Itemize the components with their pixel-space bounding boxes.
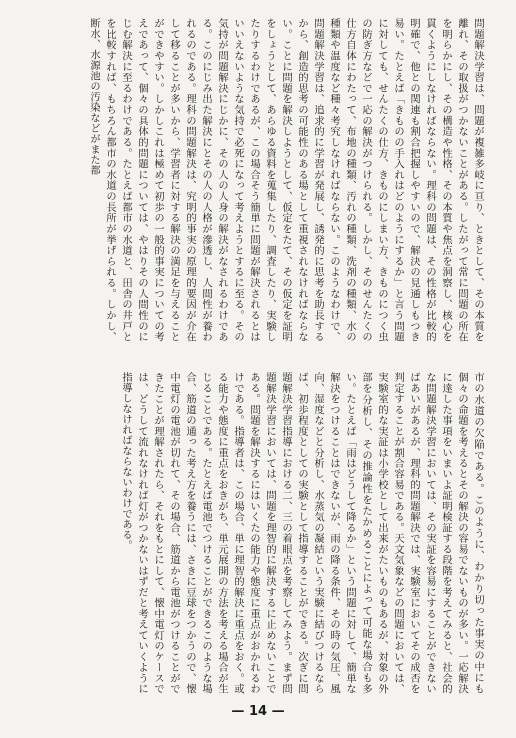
page-number: — 14 — (231, 704, 285, 719)
upper-text-block: 問題解決学習は、問題が複雑多岐に亘り、ときとして、その本質を離れ、その取扱がつかないことがある。したがって常に問題の所在を明らかにし、その構造や性格、その本質や焦点を洞察し、核心を貫くようにしなければならない。理科の問題は、その性格が比較的明確で、他との関連も割合把握しやすいので、解決の見通しもつき易い。たとえば「きものの手入れはどのようにするか」と言う問題に対しても、せんたくの仕方、きものにしまい方、きものにつく虫の防ぎ方などで一応の解決がつけられる。しかし、そのせんたくの仕方自体にわたって、布地の種類、汚れの種類、洗剤の種類、水の種類や温度など種々考究しなければならない。このようなわけで、問題解決学習は、追求的に学習が発展し、誘発的に思考を助長するから、創造的思考の可能性のある場として重視されなければならない。ことに問題を解決しようとして、仮定をたて、その仮定を証明をしょうとして、あらゆる資料を蒐集したり、調査したり、実験したりするわけであるが、この場合そう簡単に問題が解決されるとはいいえないような気持で必死になって考えようとするに至る。その気持が問題解決にじかに、その人の人身の解決がなされるわけである。このにじみ出た解決にとその人の人格が滲透し、人間性が養われるのである。理科の問題解決は、究明的事実の原理的要因が介在して移ることが多いから、学習者に対する解決の満足を与えることができやすい。しかしこれは極めて初歩の一般的事実についての考えであって、個々の具体的問題については、やはりその人間性のにじむ解決に至るわけである。たとえば都市の水道と、田舎の井戸とを比較すれば、もちろん都市の水道の長所が挙げられる。しかし、断水、水源池の汚染などがまた都 (88, 18, 484, 342)
lower-text-block: 市の水道の欠陥である。このように、わかり切った事実の中にも個々の命題を考えるとその解決の容易でないものが多い。一応解決に達した事項をいまいよ証明検証する段階を考えてみると、社会的な問題解決学習においては、その実証を容易にすることができないばあいがあるが、理科的問題解決では、実験室においてその成否を判定することが割合容易である。天文気象などの問題においては、実験室的な実証は小学校として出来がたいものもあるが、対象の外部を分析し、その推論性をたかめることによって可能な場合も多い。たとえば「雨はどうして降るか」という問題に対して、簡単な解決をつけることはできないが、雨の降る条件、その時の気圧、風向、湿度などと分析し、水蒸気の凝結という実験に結びつけるならば、初歩程度としての実験として指導することができる。次ぎに問題解決学習指導における二、三の着眼点を考察してみよう。まず問題解決学習においては、問題を理智的に解決するに止めないことである。問題を解決するにはいくたの能力や態度に重点がおかれるわけである。指導者は、この場合、単に理智的解決に重点をおく。或る能力や態度に重点をおきがち、単元展開の方法を考える場合が生じることである。たとえば電池でつけることができるこのような場合、筋道の通った考え方を養うには、さきに豆球をつかうので、懐中電灯の電池が切れて、その場合、筋道から電池がつけることができたことが理解されたら、それをもとにして、懐中電灯のケースでは、どうして流れなければ灯がつかないはずだと考えていくように指導しなければならないわけである。 (120, 372, 484, 694)
